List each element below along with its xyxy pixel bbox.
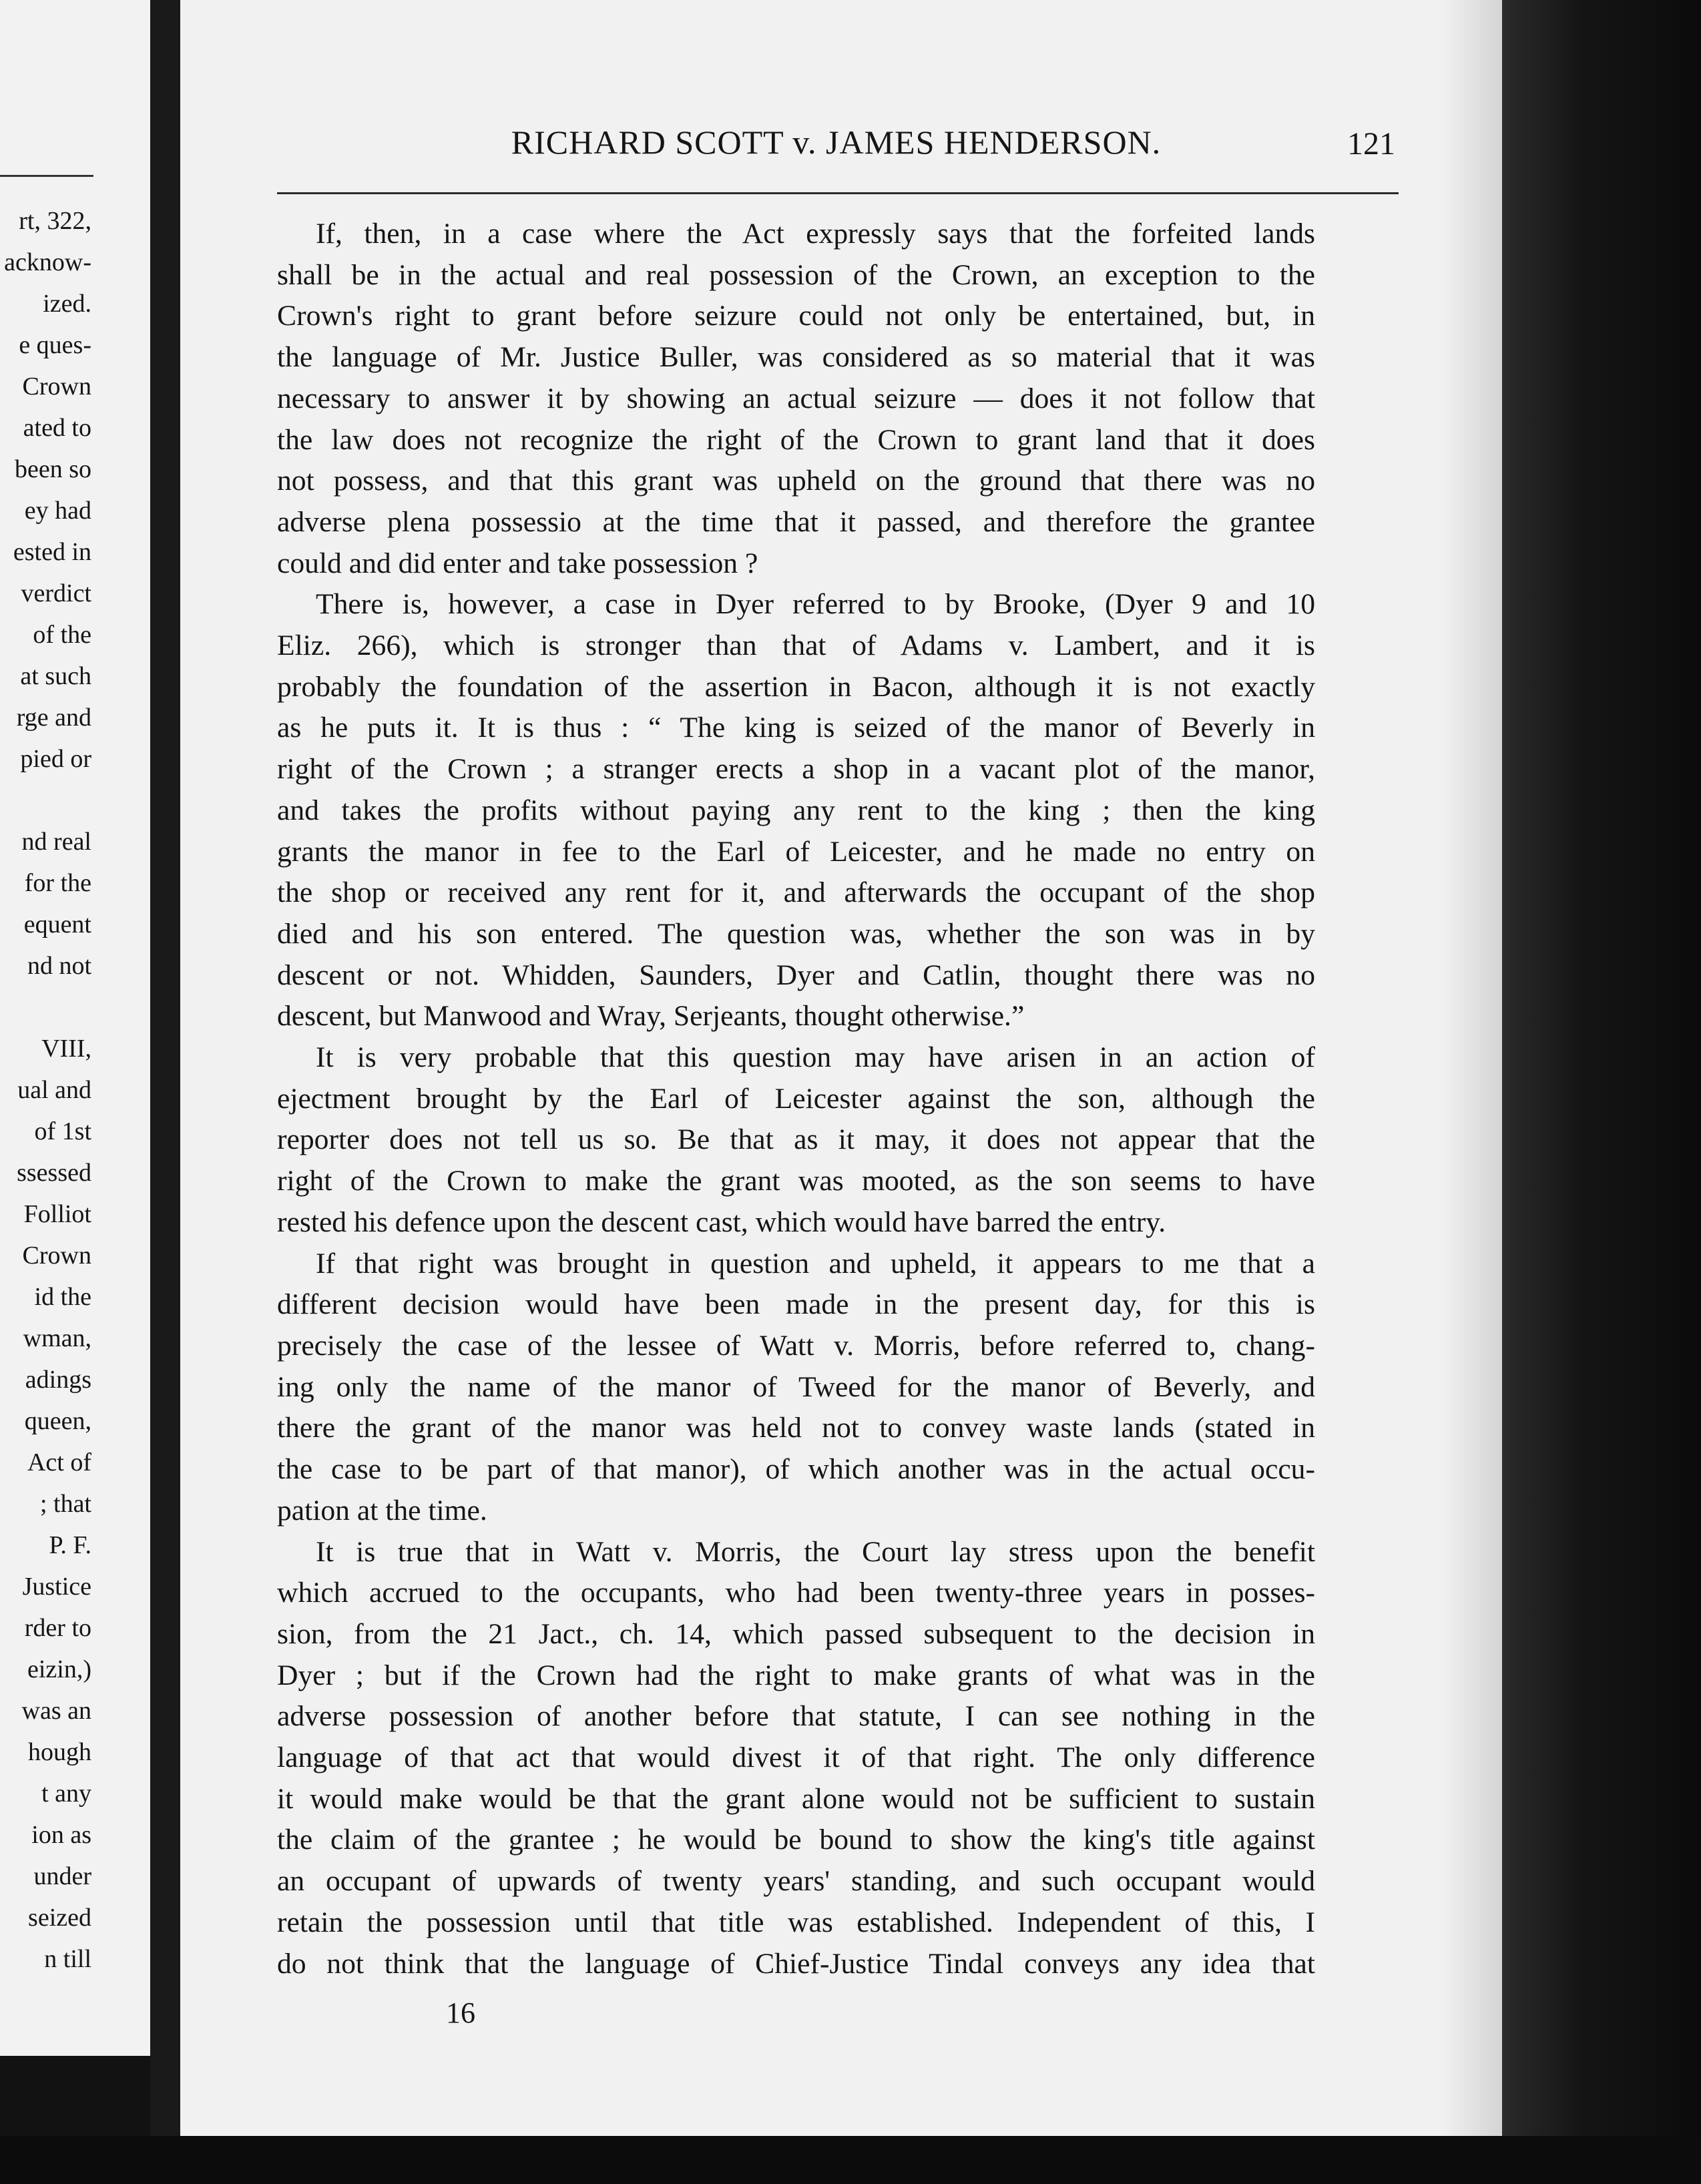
text-line: adverse possession of another before that statute, I can see nothing in the (277, 1700, 1315, 1733)
facing-page-text (4, 200, 91, 1980)
facing-page-line: rder to (24, 1614, 91, 1642)
text-line: retain the possession until that title was established. Independent of this, I (277, 1906, 1315, 1938)
text-line: which accrued to the occupants, who had been twenty-three years in posses- (277, 1577, 1315, 1609)
facing-page-line: nd not (27, 952, 91, 980)
text-line: it would make would be that the grant alone would not be sufficient to sustain (277, 1782, 1315, 1815)
facing-page-line: Crown (22, 372, 91, 400)
facing-page-line: wman, (23, 1324, 91, 1352)
facing-page-line: queen, (24, 1407, 91, 1435)
text-line: could and did enter and take possession ? (277, 547, 758, 579)
facing-page-line: ion as (31, 1821, 91, 1849)
running-head: RICHARD SCOTT v. JAMES HENDERSON. (511, 123, 1162, 161)
text-line: right of the Crown ; a stranger erects a shop in a vacant plot of the manor, (277, 753, 1315, 786)
text-line: an occupant of upwards of twenty years' standing, and such occupant would (277, 1865, 1315, 1898)
facing-page-line: nd real (21, 828, 91, 856)
page-header (277, 119, 1395, 172)
text-line: and takes the profits without paying any rent to the king ; then the king (277, 794, 1315, 826)
text-line: died and his son entered. The question was, whether the son was in by (277, 917, 1315, 950)
text-line: not possess, and that this grant was upheld on the ground that there was no (277, 465, 1315, 497)
facing-page-line: acknow- (4, 248, 91, 276)
text-line: the law does not recognize the right of the Crown to grant land that it does (277, 423, 1315, 456)
facing-page-line: ated to (23, 414, 91, 442)
text-line: adverse plena possessio at the time that it passed, and therefore the grantee (277, 505, 1315, 538)
facing-page-line: ested in (13, 538, 91, 566)
text-line: Crown's right to grant before seizure could not only be entertained, but, in (277, 300, 1315, 332)
facing-page-line: ized. (43, 290, 91, 318)
text-line: reporter does not tell us so. Be that as it may, it does not appear that the (277, 1123, 1315, 1156)
text-line: do not think that the language of Chief-Justice Tindal conveys any idea that (277, 1947, 1315, 1980)
facing-page-line: verdict (21, 579, 91, 607)
facing-page-line: ssessed (17, 1159, 91, 1187)
text-line: precisely the case of the lessee of Watt v. Morris, before referred to, chang- (277, 1329, 1315, 1362)
text-line: right of the Crown to make the grant was mooted, as the son seems to have (277, 1165, 1315, 1197)
facing-page-line: P. F. (49, 1531, 91, 1559)
facing-page-line (4, 987, 91, 1028)
body-text (277, 214, 1315, 1984)
text-line: as he puts it. It is thus : “ The king is seized of the manor of Beverly in (277, 712, 1315, 744)
text-line: There is, however, a case in Dyer referred to by Brooke, (Dyer 9 and 10 (316, 588, 1315, 621)
facing-page-line: e ques- (19, 331, 91, 359)
facing-page-line: was an (21, 1697, 91, 1725)
book-edge (1502, 0, 1701, 2184)
text-line: Dyer ; but if the Crown had the right to make grants of what was in the (277, 1659, 1315, 1691)
facing-page-line: adings (25, 1366, 91, 1394)
facing-page-line: Folliot (23, 1200, 91, 1228)
facing-page-line: equent (23, 910, 91, 938)
text-line: descent, but Manwood and Wray, Serjeants, thought otherwise.” (277, 1000, 1025, 1033)
text-line: It is true that in Watt v. Morris, the Court lay stress upon the benefit (316, 1535, 1315, 1568)
text-line: probably the foundation of the assertion in Bacon, although it is not exactly (277, 670, 1315, 703)
facing-page-line: eizin,) (27, 1655, 91, 1683)
book-page (180, 0, 1502, 2136)
text-line: rested his defence upon the descent cast, which would have barred the entry. (277, 1205, 1166, 1238)
book-gutter (150, 0, 180, 2184)
text-line: sion, from the 21 Jact., ch. 14, which passed subsequent to the decision in (277, 1617, 1315, 1650)
text-line: necessary to answer it by showing an actual seizure — does it not follow that (277, 382, 1315, 415)
text-line: ejectment brought by the Earl of Leicester against the son, although the (277, 1082, 1315, 1115)
facing-page-line: rt, 322, (19, 207, 91, 235)
facing-page-line: Justice (22, 1573, 91, 1601)
facing-page-line: t any (41, 1780, 91, 1808)
facing-page-line: Crown (22, 1242, 91, 1270)
facing-page-line: at such (20, 662, 91, 690)
page-shadow (1442, 0, 1502, 2136)
facing-page-line: id the (34, 1283, 91, 1311)
facing-page-line: of 1st (34, 1117, 91, 1145)
text-line: the shop or received any rent for it, and afterwards the occupant of the shop (277, 876, 1315, 909)
facing-page-line: ey had (24, 497, 91, 525)
facing-page-line: ual and (17, 1076, 91, 1104)
facing-page-line: n till (44, 1945, 91, 1973)
text-line: the language of Mr. Justice Buller, was considered as so material that it was (277, 341, 1315, 374)
facing-page-line: pied or (20, 745, 91, 773)
scan-border (0, 2136, 1701, 2184)
text-line: grants the manor in fee to the Earl of Leicester, and he made no entry on (277, 835, 1315, 868)
facing-page-line: ; that (39, 1490, 91, 1518)
text-line: If, then, in a case where the Act expressly says that the forfeited lands (316, 218, 1315, 250)
facing-page-line: rge and (16, 704, 91, 732)
facing-page-line: for the (24, 869, 91, 897)
header-rule (277, 192, 1399, 194)
facing-page-line (4, 780, 91, 821)
text-line: ing only the name of the manor of Tweed for the manor of Beverly, and (277, 1370, 1315, 1403)
text-line: shall be in the actual and real possession of the Crown, an exception to the (277, 258, 1315, 291)
facing-page-header-rule (0, 175, 93, 177)
facing-page-line: seized (28, 1904, 91, 1932)
facing-page-line: been so (14, 455, 91, 483)
facing-page-line: of the (33, 621, 91, 649)
text-line: descent or not. Whidden, Saunders, Dyer and Catlin, thought there was no (277, 959, 1315, 991)
facing-page-line: hough (28, 1738, 91, 1766)
text-line: Eliz. 266), which is stronger than that of Adams v. Lambert, and it is (277, 629, 1315, 662)
text-line: language of that act that would divest it of that right. The only difference (277, 1741, 1315, 1774)
facing-page-fragment (0, 0, 150, 2056)
facing-page-line: Act of (27, 1448, 91, 1476)
facing-page-line: VIII, (41, 1035, 91, 1063)
facing-page-line: under (33, 1862, 91, 1890)
text-line: there the grant of the manor was held not to convey waste lands (stated in (277, 1412, 1315, 1444)
text-line: It is very probable that this question may have arisen in an action of (316, 1041, 1315, 1074)
text-line: pation at the time. (277, 1494, 487, 1527)
text-line: If that right was brought in question and upheld, it appears to me that a (316, 1247, 1315, 1280)
text-line: the claim of the grantee ; he would be bound to show the king's title against (277, 1824, 1315, 1856)
text-line: different decision would have been made in the present day, for this is (277, 1288, 1315, 1321)
page-number: 121 (1347, 126, 1395, 162)
signature-mark: 16 (446, 1996, 475, 2029)
text-line: the case to be part of that manor), of which another was in the actual occu- (277, 1453, 1315, 1486)
